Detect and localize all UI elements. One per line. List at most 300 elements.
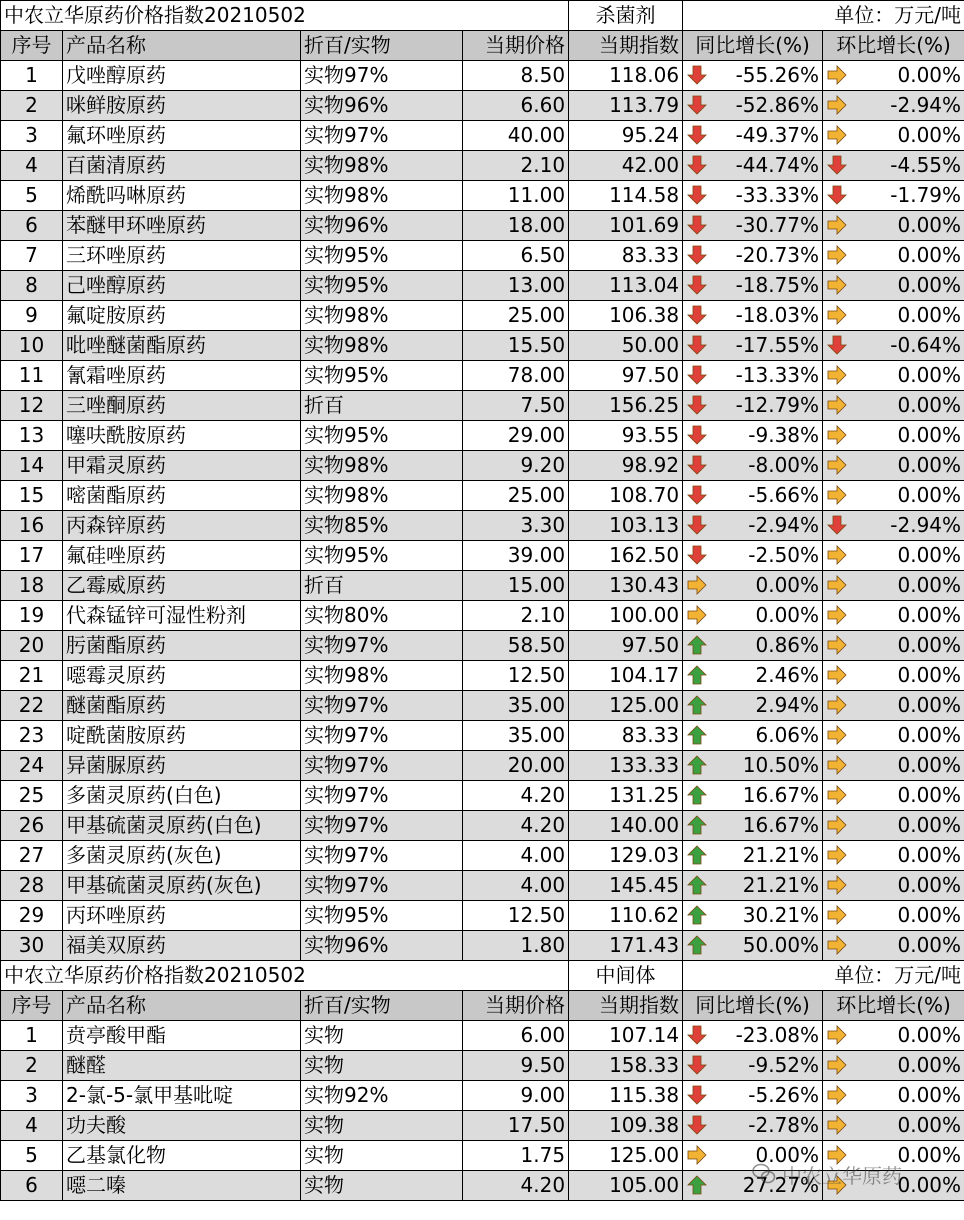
current-price: 11.00 [463,181,569,211]
current-index: 115.38 [569,1081,683,1111]
mom-change-value: 0.00% [897,483,962,507]
product-name: 氟环唑原药 [63,121,301,151]
current-price: 9.00 [463,1081,569,1111]
product-spec: 实物95% [301,541,463,571]
table-row [1,661,964,691]
yoy-change [683,331,823,361]
mom-change-value: 0.00% [897,603,962,627]
product-name: 三环唑原药 [63,241,301,271]
mom-change [823,181,964,211]
right-arrow-icon [827,725,847,745]
mom-change [823,631,964,661]
current-price: 4.00 [463,871,569,901]
current-index: 95.24 [569,121,683,151]
yoy-change-value: -52.86% [735,93,820,117]
right-arrow-icon [827,65,847,85]
product-spec: 实物 [301,1051,463,1081]
current-price: 25.00 [463,301,569,331]
product-spec: 折百 [301,391,463,421]
right-arrow-icon [827,695,847,715]
mom-change-value: 0.00% [897,1023,962,1047]
mom-change [823,391,964,421]
table-row [1,61,964,91]
product-name: 啶酰菌胺原药 [63,721,301,751]
product-name: 醚醛 [63,1051,301,1081]
product-name: 噻呋酰胺原药 [63,421,301,451]
mom-change [823,451,964,481]
yoy-change-value: -2.50% [748,543,820,567]
watermark-text: 中农立华原药 [782,1163,902,1188]
row-number: 17 [1,541,63,571]
current-index: 145.45 [569,871,683,901]
yoy-change-value: -55.26% [735,63,820,87]
yoy-change-value: -2.78% [748,1113,820,1137]
yoy-change-value: -12.79% [735,393,820,417]
product-name: 嘧菌酯原药 [63,481,301,511]
mom-change-value: 0.00% [897,633,962,657]
yoy-change-value: -5.66% [748,483,820,507]
right-arrow-icon [827,1025,847,1045]
product-name: 丙森锌原药 [63,511,301,541]
current-price: 6.60 [463,91,569,121]
mom-change-value: 0.00% [897,453,962,477]
current-index: 140.00 [569,811,683,841]
mom-change [823,541,964,571]
row-number: 19 [1,601,63,631]
row-number: 26 [1,811,63,841]
product-spec: 实物97% [301,841,463,871]
mom-change-value: 0.00% [897,1173,962,1197]
table-row [1,391,964,421]
current-index: 100.00 [569,601,683,631]
right-arrow-icon [827,1055,847,1075]
right-arrow-icon [827,635,847,655]
down-arrow-icon [687,335,707,355]
current-price: 6.00 [463,1021,569,1051]
table-row [1,1111,964,1141]
right-arrow-icon [827,935,847,955]
table-row [1,421,964,451]
product-name: 氰霜唑原药 [63,361,301,391]
current-price: 9.20 [463,451,569,481]
row-number: 6 [1,1171,63,1201]
current-price: 12.50 [463,901,569,931]
table-row [1,91,964,121]
product-spec: 实物98% [301,451,463,481]
current-price: 25.00 [463,481,569,511]
product-spec: 实物97% [301,61,463,91]
current-price: 2.10 [463,601,569,631]
mom-change [823,61,964,91]
mom-change [823,121,964,151]
product-name: 多菌灵原药(白色) [63,781,301,811]
down-arrow-icon [687,1025,707,1045]
section-title: 中农立华原药价格指数20210502 [1,961,569,991]
yoy-change [683,691,823,721]
right-arrow-icon [827,305,847,325]
mom-change [823,271,964,301]
mom-change-value: -2.94% [890,93,962,117]
table-row [1,211,964,241]
column-header: 产品名称 [63,991,301,1021]
column-header: 折百/实物 [301,991,463,1021]
yoy-change-value: -13.33% [735,363,820,387]
yoy-change-value: 27.27% [742,1173,820,1197]
table-row [1,1171,964,1201]
row-number: 23 [1,721,63,751]
current-index: 93.55 [569,421,683,451]
down-arrow-icon [687,155,707,175]
yoy-change-value: -8.00% [748,453,820,477]
section-category: 中间体 [569,961,683,991]
yoy-change [683,781,823,811]
product-name: 百菌清原药 [63,151,301,181]
section-unit: 单位：万元/吨 [683,1,964,31]
product-name: 贲亭酸甲酯 [63,1021,301,1051]
row-number: 20 [1,631,63,661]
table-row [1,781,964,811]
product-spec: 实物97% [301,631,463,661]
column-header: 序号 [1,31,63,61]
row-number: 5 [1,1141,63,1171]
product-name: 己唑醇原药 [63,271,301,301]
current-price: 39.00 [463,541,569,571]
current-index: 108.70 [569,481,683,511]
product-name: 咪鲜胺原药 [63,91,301,121]
row-number: 28 [1,871,63,901]
current-index: 105.00 [569,1171,683,1201]
row-number: 18 [1,571,63,601]
yoy-change-value: -9.52% [748,1053,820,1077]
table-row [1,181,964,211]
product-spec: 实物97% [301,751,463,781]
row-number: 8 [1,271,63,301]
header-row [1,31,964,61]
mom-change-value: 0.00% [897,753,962,777]
yoy-change [683,211,823,241]
yoy-change [683,901,823,931]
current-index: 113.04 [569,271,683,301]
product-name: 戊唑醇原药 [63,61,301,91]
yoy-change [683,721,823,751]
current-index: 107.14 [569,1021,683,1051]
down-arrow-icon [827,155,847,175]
row-number: 3 [1,1081,63,1111]
down-arrow-icon [687,1115,707,1135]
yoy-change [683,391,823,421]
yoy-change [683,481,823,511]
product-spec: 实物96% [301,931,463,961]
current-price: 4.20 [463,781,569,811]
right-arrow-icon [687,1145,707,1165]
product-name: 噁二嗪 [63,1171,301,1201]
yoy-change [683,1051,823,1081]
row-number: 15 [1,481,63,511]
mom-change [823,481,964,511]
product-spec: 实物80% [301,601,463,631]
table-row [1,241,964,271]
mom-change [823,1051,964,1081]
mom-change-value: -4.55% [890,153,962,177]
yoy-change-value: 0.00% [755,1143,820,1167]
mom-change [823,811,964,841]
product-spec: 实物92% [301,1081,463,1111]
product-spec: 实物95% [301,241,463,271]
yoy-change [683,931,823,961]
mom-change-value: 0.00% [897,1083,962,1107]
down-arrow-icon [687,305,707,325]
product-name: 代森锰锌可湿性粉剂 [63,601,301,631]
section-title: 中农立华原药价格指数20210502 [1,1,569,31]
mom-change-value: 0.00% [897,363,962,387]
yoy-change [683,361,823,391]
column-header: 同比增长(%) [683,991,823,1021]
mom-change [823,601,964,631]
product-spec: 实物 [301,1021,463,1051]
product-name: 多菌灵原药(灰色) [63,841,301,871]
row-number: 30 [1,931,63,961]
yoy-change-value: -2.94% [748,513,820,537]
yoy-change-value: 16.67% [742,813,820,837]
row-number: 24 [1,751,63,781]
row-number: 22 [1,691,63,721]
yoy-change [683,571,823,601]
mom-change-value: 0.00% [897,873,962,897]
right-arrow-icon [827,1115,847,1135]
mom-change-value: 0.00% [897,933,962,957]
product-spec: 实物95% [301,901,463,931]
mom-change-value: 0.00% [897,813,962,837]
mom-change [823,91,964,121]
right-arrow-icon [827,365,847,385]
mom-change-value: 0.00% [897,393,962,417]
yoy-change-value: -23.08% [735,1023,820,1047]
up-arrow-icon [687,935,707,955]
current-index: 106.38 [569,301,683,331]
product-spec: 实物98% [301,661,463,691]
yoy-change [683,511,823,541]
current-price: 9.50 [463,1051,569,1081]
yoy-change [683,181,823,211]
mom-change [823,1171,964,1201]
product-spec: 实物95% [301,421,463,451]
current-index: 50.00 [569,331,683,361]
table-row [1,631,964,661]
yoy-change [683,541,823,571]
product-spec: 实物98% [301,481,463,511]
current-price: 35.00 [463,721,569,751]
right-arrow-icon [827,245,847,265]
mom-change-value: 0.00% [897,1143,962,1167]
section-title-row [1,961,964,991]
product-spec: 实物97% [301,691,463,721]
product-name: 三唑酮原药 [63,391,301,421]
product-name: 烯酰吗啉原药 [63,181,301,211]
column-header: 当期指数 [569,991,683,1021]
product-name: 乙霉威原药 [63,571,301,601]
up-arrow-icon [687,815,707,835]
row-number: 10 [1,331,63,361]
column-header: 当期指数 [569,31,683,61]
product-spec: 折百 [301,571,463,601]
yoy-change [683,301,823,331]
yoy-change [683,1141,823,1171]
yoy-change-value: -20.73% [735,243,820,267]
down-arrow-icon [687,275,707,295]
mom-change-value: 0.00% [897,543,962,567]
yoy-change-value: 16.67% [742,783,820,807]
right-arrow-icon [827,455,847,475]
product-spec: 实物95% [301,361,463,391]
column-header: 折百/实物 [301,31,463,61]
right-arrow-icon [827,875,847,895]
product-spec: 实物97% [301,871,463,901]
column-header: 当期价格 [463,991,569,1021]
right-arrow-icon [827,575,847,595]
current-index: 97.50 [569,361,683,391]
mom-change [823,721,964,751]
mom-change [823,421,964,451]
current-price: 15.50 [463,331,569,361]
right-arrow-icon [827,125,847,145]
right-arrow-icon [827,905,847,925]
table-row [1,481,964,511]
current-index: 113.79 [569,91,683,121]
right-arrow-icon [827,395,847,415]
current-index: 158.33 [569,1051,683,1081]
current-price: 13.00 [463,271,569,301]
up-arrow-icon [687,1175,707,1195]
row-number: 13 [1,421,63,451]
table-row [1,1141,964,1171]
current-price: 3.30 [463,511,569,541]
table-row [1,751,964,781]
current-price: 1.80 [463,931,569,961]
table-row [1,571,964,601]
yoy-change-value: -33.33% [735,183,820,207]
yoy-change [683,661,823,691]
column-header: 当期价格 [463,31,569,61]
yoy-change-value: 6.06% [755,723,820,747]
row-number: 25 [1,781,63,811]
right-arrow-icon [827,1145,847,1165]
current-index: 125.00 [569,1141,683,1171]
mom-change-value: 0.00% [897,693,962,717]
current-index: 131.25 [569,781,683,811]
yoy-change-value: -30.77% [735,213,820,237]
right-arrow-icon [827,665,847,685]
right-arrow-icon [827,1085,847,1105]
down-arrow-icon [687,1085,707,1105]
mom-change-value: 0.00% [897,273,962,297]
mom-change [823,241,964,271]
down-arrow-icon [827,335,847,355]
yoy-change [683,421,823,451]
current-price: 78.00 [463,361,569,391]
down-arrow-icon [687,395,707,415]
up-arrow-icon [687,785,707,805]
mom-change [823,781,964,811]
product-spec: 实物97% [301,811,463,841]
mom-change-value: 0.00% [897,903,962,927]
yoy-change-value: -17.55% [735,333,820,357]
yoy-change [683,1021,823,1051]
up-arrow-icon [687,875,707,895]
down-arrow-icon [687,185,707,205]
mom-change-value: 0.00% [897,1053,962,1077]
down-arrow-icon [687,65,707,85]
mom-change [823,511,964,541]
mom-change-value: -2.94% [890,513,962,537]
current-price: 6.50 [463,241,569,271]
yoy-change [683,751,823,781]
current-index: 83.33 [569,241,683,271]
row-number: 1 [1,61,63,91]
current-index: 125.00 [569,691,683,721]
yoy-change-value: -49.37% [735,123,820,147]
column-header: 同比增长(%) [683,31,823,61]
current-index: 101.69 [569,211,683,241]
right-arrow-icon [827,275,847,295]
down-arrow-icon [687,215,707,235]
current-price: 4.20 [463,1171,569,1201]
mom-change [823,301,964,331]
table-row [1,871,964,901]
row-number: 21 [1,661,63,691]
right-arrow-icon [827,785,847,805]
mom-change [823,691,964,721]
row-number: 7 [1,241,63,271]
right-arrow-icon [687,605,707,625]
row-number: 16 [1,511,63,541]
row-number: 3 [1,121,63,151]
mom-change [823,661,964,691]
right-arrow-icon [827,425,847,445]
yoy-change [683,811,823,841]
yoy-change [683,1171,823,1201]
mom-change-value: -0.64% [890,333,962,357]
current-price: 18.00 [463,211,569,241]
mom-change [823,751,964,781]
table-row [1,511,964,541]
current-index: 103.13 [569,511,683,541]
mom-change [823,901,964,931]
yoy-change [683,841,823,871]
yoy-change [683,241,823,271]
product-name: 氟啶胺原药 [63,301,301,331]
table-row [1,901,964,931]
right-arrow-icon [827,755,847,775]
yoy-change-value: 21.21% [742,873,820,897]
column-header: 环比增长(%) [823,991,964,1021]
down-arrow-icon [687,425,707,445]
mom-change [823,211,964,241]
down-arrow-icon [687,245,707,265]
mom-change [823,1021,964,1051]
product-spec: 实物 [301,1171,463,1201]
yoy-change-value: -9.38% [748,423,820,447]
mom-change [823,1081,964,1111]
current-price: 4.00 [463,841,569,871]
current-price: 1.75 [463,1141,569,1171]
current-price: 2.10 [463,151,569,181]
row-number: 5 [1,181,63,211]
current-index: 118.06 [569,61,683,91]
current-price: 15.00 [463,571,569,601]
product-name: 肟菌酯原药 [63,631,301,661]
product-spec: 实物98% [301,181,463,211]
current-price: 40.00 [463,121,569,151]
